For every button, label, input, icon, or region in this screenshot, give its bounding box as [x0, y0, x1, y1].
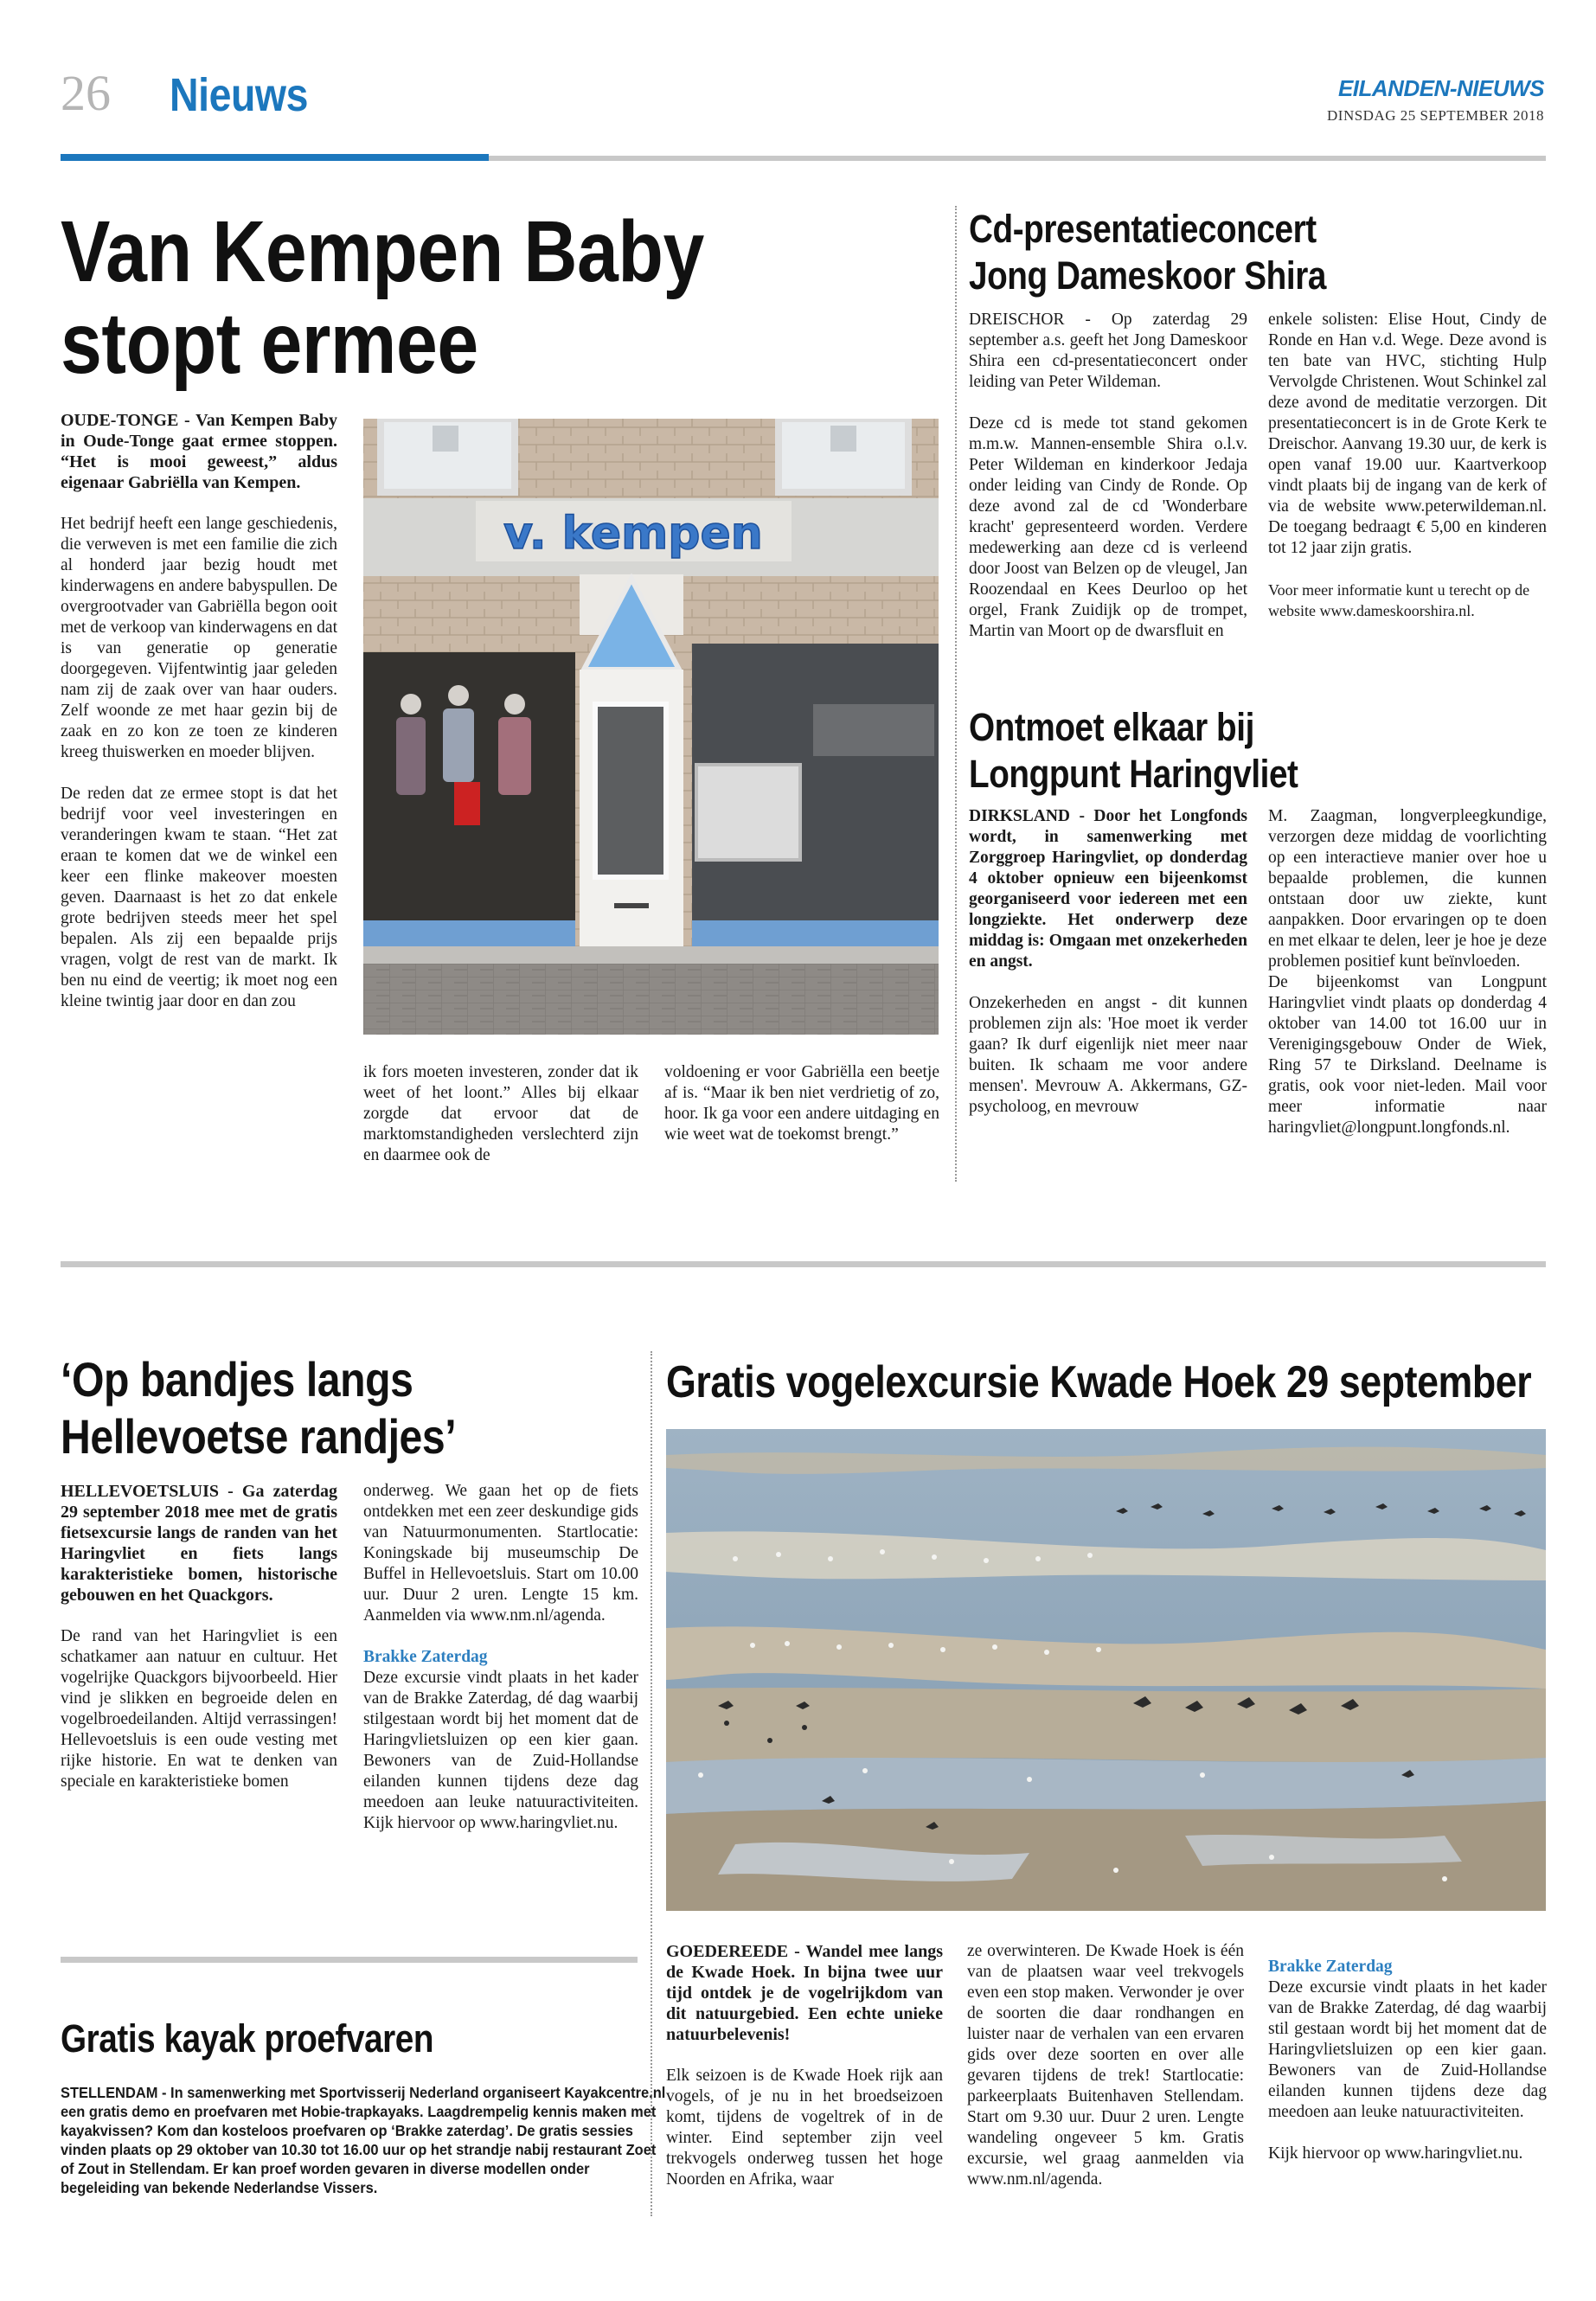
kayak-headline: Gratis kayak proefvaren [61, 2016, 434, 2061]
kempen-paragraph-1: Het bedrijf heeft een lange geschiedenis, die verweven is met een familie die zich al honderd jaar bezig houdt met kinderwagens en andere babyspullen. De overgrootvader van Gabriëlla begon ooit met de verkoop van kinderwagens en dat is van generatie op generatie doorgegeven. Vijfentwintig jaar geleden nam zij de zaak over van haar ouders. Zelf woonde ze met haar gezin bij de zaak en zo kon ze toen ze kinderen kreeg thuiswerken en moeder blijven. [61, 515, 338, 761]
vogel-section [1268, 1957, 1547, 2123]
shop-photo-illustration [363, 419, 939, 1035]
bandjes-section [363, 1647, 638, 1834]
shira-headline [969, 206, 1326, 299]
longpunt-headline-line2: Longpunt Haringvliet [969, 752, 1298, 796]
bandjes-subhead: Brakke Zaterdag [363, 1648, 488, 1666]
vogel-subhead: Brakke Zaterdag [1268, 1958, 1393, 1976]
vogel-beach-photo [666, 1429, 1546, 1911]
longpunt-paragraph-2: M. Zaagman, longverpleegkundige, verzorgen deze middag de voorlichting op een interactieve manier over hoe u bepaalde problemen, die kunnen ontstaan door uw ziekte, kunt aanpakken. Door ervaringen op te doen en met elkaar te delen, leer je hoe je deze problemen positief kunt beïnvloeden. [1268, 807, 1547, 971]
bandjes-paragraph-2: onderweg. We gaan het op de fiets ontdekken met een zeer deskundige gids van Natuurmonumenten. Startlocatie: Koningskade bij museumschip De Buffel in Hellevoetsluis. Start om 10.00 uur. Duur 2 uren. Lengte 15 km. Aanmelden via www.nm.nl/agenda. [363, 1482, 638, 1625]
kempen-column-2: ik fors moeten investeren, zonder dat ik weet of het loont.” Alles bij elkaar zorgde dat ervoor dat de marktomstandigheden verslechterd zijn en daarmee ook de [363, 1063, 638, 1164]
shira-column-2 [1268, 310, 1547, 621]
bandjes-headline [61, 1351, 456, 1465]
header-rule-blue [61, 154, 489, 161]
vogel-column-1 [666, 1941, 943, 2190]
bandjes-paragraph-1: De rand van het Haringvliet is een schatkamer aan natuur en cultuur. Het vogelrijke Quackgors bijvoorbeeld. Hier vind je slikken en begroeide delen en vogelbroedeilanden. Altijd verrassingen! Hellevoetsluis is een oude vesting met rijke historie. En wat te denken van speciale en karakteristieke bomen [61, 1627, 337, 1791]
longpunt-paragraph-1: Onzekerheden en angst - dit kunnen problemen zijn als: 'Hoe moet ik verder gaan? Ik durf eigenlijk niet meer naar buiten. Ik schaam me voor andere mensen'. Mevrouw A. Akkermans, GZ-psycholoog, en mevrouw [969, 994, 1247, 1116]
shira-paragraph-1: DREISCHOR - Op zaterdag 29 september a.s. geeft het Jong Dameskoor Shira een cd-presentatieconcert onder leiding van Peter Wildeman. [969, 311, 1247, 391]
shira-paragraph-4: Voor meer informatie kunt u terecht op de website www.dameskoorshira.nl. [1268, 581, 1530, 619]
kempen-paragraph-2: De reden dat ze ermee stopt is dat het bedrijf voor veel investeringen en veranderingen kwam te staan. “Het zat eraan te komen dat we de winkel een keer een flinke makeover moesten geven. Daarnaast is het zo dat enkele grote bedrijven steeds meer het spel bepalen. Als zij een bepaalde prijs vragen, volgt de rest van de markt. Ik ben nu eind de veertig; ik moet nog een kleine twintig jaar door en dan zou [61, 785, 337, 1010]
masthead-date: DINSDAG 25 SEPTEMBER 2018 [1327, 107, 1544, 124]
header-rule-grey [489, 156, 1546, 161]
kempen-column-3: voldoening er voor Gabriëlla een beetje af is. “Maar ik ben niet verdrietig of zo, hoor. Ik ga voor een andere uitdaging en wie weet wat de toekomst brengt.” [664, 1063, 939, 1144]
bandjes-headline-line1: ‘Op bandjes langs [61, 1352, 413, 1407]
kayak-body: STELLENDAM - In samenwerking met Sportvisserij Nederland organiseert Kayakcentre.nl een gratis demo en proefvaren met Hobie-trapkayaks. Laagdrempelig kennis maken met kayakvissen? Kom dan kosteloos proefvaren op ‘Brakke zaterdag’. De gratis sessies vinden plaats op 29 oktober van 10.30 tot 16.00 uur op het strandje nabij restaurant Zoet of Zout in Stellendam. Er kan proef worden gevaren in diverse modellen onder begeleiding van bekende Nederlandse Vissers. [61, 2084, 666, 2196]
longpunt-column-2 [1268, 806, 1547, 1138]
shira-headline-line1: Cd-presentatieconcert [969, 207, 1317, 251]
longpunt-column-1 [969, 806, 1247, 1118]
kayak-top-rule [61, 1957, 638, 1963]
shira-paragraph-2: Deze cd is mede tot stand gekomen m.m.w. Mannen-ensemble Shira o.l.v. Peter Wildeman en kinderkoor Jedaja onder leiding van Cindy de Ronde. Op deze avond zal de cd 'Wonderbare kracht' gepresenteerd worden. Verdere medewerking aan deze cd is verleend door Joost van Belzen op de vleugel, Jan Roozendaal en Kees Deurloo op het orgel, Frank Zuidijk op de trompet, Martin van Moort op de dwarsfluit en [969, 414, 1247, 640]
shira-paragraph-3: enkele solisten: Elise Hout, Cindy de Ronde en Han v.d. Wege. Deze avond is ten bate van HVC, stichting Hulp Vervolgde Christenen. Wout Schinkel zal deze avond de meditatie verzorgen. Dit presentatieconcert is in de Grote Kerk te Dreischor. Aanvang 19.30 uur, de kerk is open vanaf 19.00 uur. Kaartverkoop vindt plaats bij de ingang van de kerk of via de website www.peterwildeman.nl. De toegang bedraagt € 5,00 en kinderen tot 12 jaar zijn gratis. [1268, 311, 1547, 557]
masthead-brand: EILANDEN-NIEUWS [1337, 75, 1544, 101]
bandjes-headline-line2: Hellevoetse randjes’ [61, 1409, 457, 1464]
kempen-lead: OUDE-TONGE - Van Kempen Baby in Oude-Tonge gaat ermee stoppen. “Het is mooi geweest,” aldus eigenaar Gabriëlla van Kempen. [61, 411, 337, 492]
bandjes-column-2 [363, 1481, 638, 1834]
section-title: Nieuws [170, 69, 309, 121]
shop-sign-text: v. kempen [503, 508, 763, 560]
kempen-column-1 [61, 410, 337, 1012]
page-number: 26 [61, 65, 111, 121]
longpunt-lead: DIRKSLAND - Door het Longfonds wordt, in samenwerking met Zorggroep Haringvliet, op donderdag 4 oktober opnieuw een bijeenkomst georganiseerd voor iedereen met een longziekte. Het onderwerp deze middag is: Omgaan met onzekerheden en angst. [969, 807, 1247, 971]
bandjes-lead: HELLEVOETSLUIS - Ga zaterdag 29 september 2018 mee met de gratis fietsexcursie langs de randen van het Haringvliet en fiets langs karakteristieke bomen, historische gebouwen en het Quackgors. [61, 1482, 337, 1605]
longpunt-headline [969, 704, 1298, 798]
vogel-paragraph-3: Deze excursie vindt plaats in het kader van de Brakke Zaterdag, dé dag waarbij stil gestaan wordt bij het moment dat de Haringvlietsluizen op een kier gaan. Bewoners van de Zuid-Hollandse eilanden kunnen tijdens deze dag meedoen aan leuke natuuractiviteiten. [1268, 1978, 1547, 2121]
vogel-paragraph-1: Elk seizoen is de Kwade Hoek rijk aan vogels, of je nu in het broedseizoen komt, tijdens de vogeltrek of in de winter. Eind september zijn veel trekvogels onderweg tussen het hoge Noorden en Afrika, waar [666, 2067, 943, 2189]
beach-photo-illustration [666, 1429, 1546, 1911]
kempen-shop-photo [363, 419, 939, 1035]
kempen-headline-line1: Van Kempen Baby [61, 203, 704, 300]
longpunt-paragraph-3: De bijeenkomst van Longpunt Haringvliet vindt plaats op donderdag 4 oktober van 14.00 tot 16.00 uur in Verenigingsgebouw Onder de Wiek, Ring 57 te Dirksland. Deelname is gratis, ook voor niet-leden. Mail voor meer informatie naar haringvliet@longpunt.longfonds.nl. [1268, 973, 1547, 1137]
kempen-headline-line2: stopt ermee [61, 295, 478, 392]
column-separator [955, 206, 957, 1182]
vogel-headline: Gratis vogelexcursie Kwade Hoek 29 september [666, 1357, 1532, 1407]
section-divider [61, 1261, 1546, 1267]
vogel-paragraph-4: Kijk hiervoor op www.haringvliet.nu. [1268, 2144, 1523, 2163]
shira-column-1 [969, 310, 1247, 642]
vogel-column-2: ze overwinteren. De Kwade Hoek is één van de plaatsen waar veel trekvogels even een stop maken. Verwonder je over de soorten die daar rondhangen en luister naar de verhalen van een ervaren gids over deze soorten en over alle gevaren tijdens de trek! Startlocatie: parkeerplaats Buitenhaven Stellendam. Start om 9.30 uur. Duur 2 uren. Lengte wandeling ongeveer 5 km. Gratis excursie, wel graag aanmelden via www.nm.nl/agenda. [967, 1942, 1244, 2189]
shira-headline-line2: Jong Dameskoor Shira [969, 253, 1326, 298]
vogel-column-3 [1268, 1957, 1547, 2164]
vogel-lead: GOEDEREEDE - Wandel mee langs de Kwade Hoek. In bijna twee uur tijd ontdek je de vogelrijkdom van dit natuurgebied. Een echte unieke natuurbelevenis! [666, 1942, 943, 2044]
longpunt-headline-line1: Ontmoet elkaar bij [969, 705, 1254, 749]
bandjes-column-1 [61, 1481, 337, 1792]
bandjes-paragraph-3: Deze excursie vindt plaats in het kader van de Brakke Zaterdag, dé dag waarbij stilgestaan wordt bij het moment dat de Haringvlietsluizen op een kier gaan. Bewoners van de Zuid-Hollandse eilanden kunnen tijdens deze dag meedoen aan leuke natuuractiviteiten. Kijk hiervoor op www.haringvliet.nu. [363, 1669, 638, 1832]
kempen-headline [61, 203, 704, 392]
